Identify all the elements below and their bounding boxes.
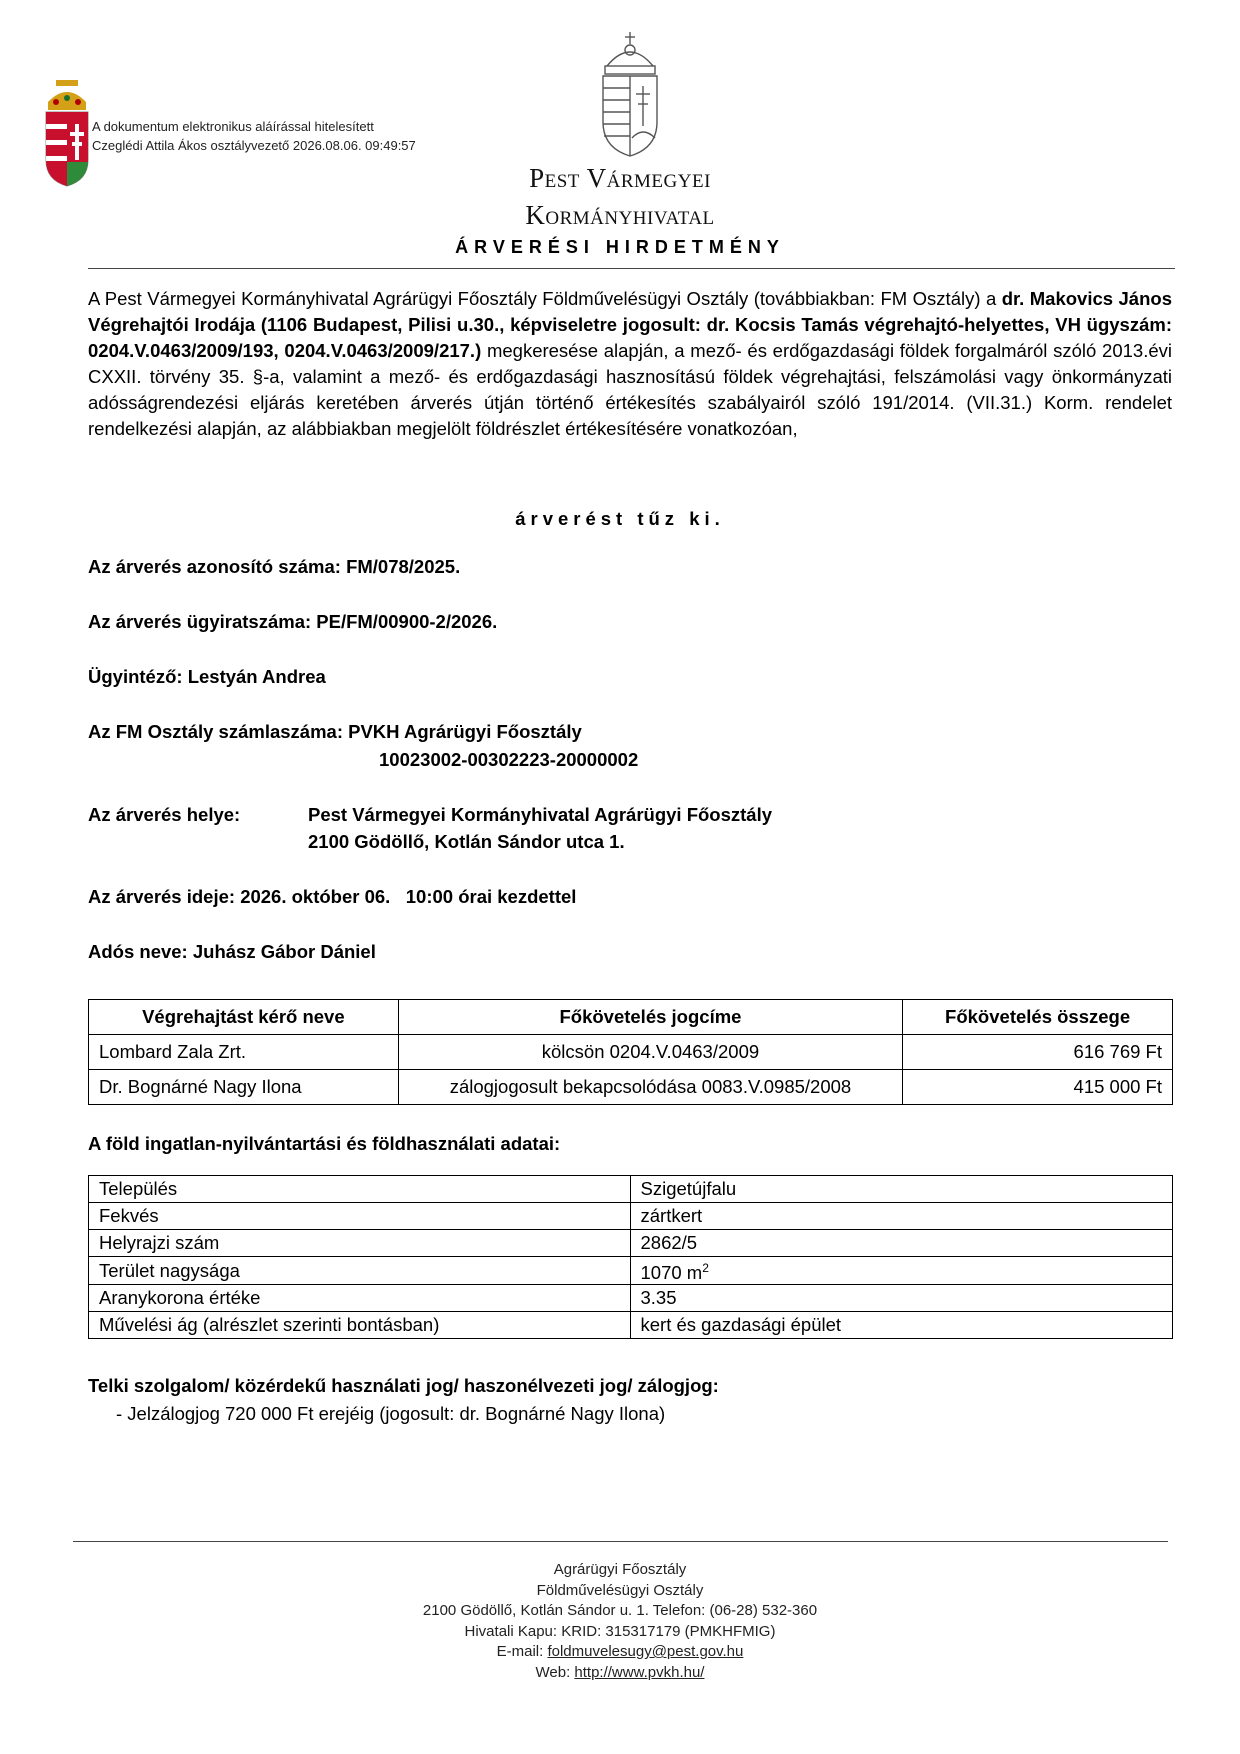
land-field-value: 3.35 (630, 1285, 1173, 1312)
area-unit-superscript: 2 (702, 1261, 709, 1275)
header-divider (88, 268, 1175, 269)
land-field-label: Helyrajzi szám (89, 1230, 631, 1257)
intro-text-bold: dr. Makovics János Végrehajtói Irodája (1106 Budapest, Pilisi u.30., képviseletre jogosult: dr. Kocsis Tamás végrehajtó-helyettes, VH ügyszám: 0204.V.0463/2009/193, 0204.V.0463/2009/217.) (88, 288, 1172, 361)
account-label: Az FM Osztály számlaszáma: PVKH Agrárügyi Főosztály (88, 721, 582, 742)
creditor-name: Lombard Zala Zrt. (89, 1035, 399, 1070)
footer-line: 2100 Gödöllő, Kotlán Sándor u. 1. Telefon: (06-28) 532-360 (422, 1602, 818, 1619)
document-title: ÁRVERÉSI HIRDETMÉNY (455, 237, 785, 257)
signature-line-2: Czeglédi Attila Ákos osztályvezető 2026.08.06. 09:49:57 (92, 138, 416, 153)
encumbrance-item: - Jelzálogjog 720 000 Ft erejéig (jogosult: dr. Bognárné Nagy Ilona) (116, 1403, 666, 1424)
footer (0, 1560, 1240, 1683)
place-line-2: 2100 Gödöllő, Kotlán Sándor utca 1. (308, 831, 625, 852)
claim-title: kölcsön 0204.V.0463/2009 (398, 1035, 902, 1070)
account-number: 10023002-00302223-20000002 (379, 749, 639, 770)
file-number: Az árverés ügyiratszáma: PE/FM/00900-2/2026. (88, 611, 498, 632)
land-field-label: Település (89, 1176, 631, 1203)
website-link[interactable]: http://www.pvkh.hu/ (574, 1663, 705, 1681)
claim-amount: 415 000 Ft (903, 1070, 1173, 1105)
place-label: Az árverés helye: (88, 804, 241, 825)
footer-email-line (0, 1642, 1240, 1663)
creditor-name: Dr. Bognárné Nagy Ilona (89, 1070, 399, 1105)
table-row (89, 1312, 1173, 1339)
intro-text-2: megkeresése alapján, a mező- és erdőgazdasági földek forgalmáról szóló 2013.évi CXXII. törvény 35. §-a, valamint a mező- és erdőgazdasági hasznosítású földek végrehajtási, felszámolási vagy önkormányzati adósságrendezési eljárás keretében árverés útján történő értékesítés szabályairól szóló 191/2014. (VII.31.) Korm. rendelet rendelkezési alapján, az alábbiakban megjelölt földrészlet értékesítésére vonatkozóan, (88, 340, 1172, 439)
area-value: 1070 m (640, 1262, 703, 1284)
footer-line: Hivatali Kapu: KRID: 315317179 (PMKHFMIG) (464, 1622, 776, 1640)
auction-time: Az árverés ideje: 2026. október 06. 10:00 órai kezdettel (88, 886, 577, 907)
signature-note (92, 117, 416, 155)
table-row (89, 1230, 1173, 1257)
column-header: Végrehajtást kérő neve (89, 1000, 399, 1035)
place-line-1: Pest Vármegyei Kormányhivatal Agrárügyi Főosztály (308, 804, 773, 825)
email-link[interactable]: foldmuvelesugy@pest.gov.hu (547, 1643, 744, 1660)
auction-declaration: árverést tűz ki. (515, 508, 725, 529)
auction-id: Az árverés azonosító száma: FM/078/2025. (88, 556, 461, 577)
table-row (89, 1203, 1173, 1230)
land-field-value: Szigetújfalu (630, 1176, 1173, 1203)
claims-table (88, 999, 1173, 1105)
column-header: Főkövetelés jogcíme (398, 1000, 902, 1035)
land-field-value: zártkert (630, 1203, 1173, 1230)
org-line-1: Pest Vármegyei (529, 163, 711, 193)
footer-line: Agrárügyi Főosztály (553, 1561, 687, 1578)
table-row (89, 1035, 1173, 1070)
land-field-value: kert és gazdasági épület (630, 1312, 1173, 1339)
table-row (89, 1070, 1173, 1105)
email-label: E-mail: (496, 1643, 548, 1660)
table-row (89, 1176, 1173, 1203)
table-row (89, 1257, 1173, 1285)
land-data-table (88, 1175, 1173, 1339)
intro-paragraph (88, 286, 1172, 442)
claim-title: zálogjogosult bekapcsolódása 0083.V.0985/2008 (398, 1070, 902, 1105)
land-field-label: Terület nagysága (89, 1257, 631, 1285)
land-field-label: Aranykorona értéke (89, 1285, 631, 1312)
organization-name (0, 160, 1240, 234)
claim-amount: 616 769 Ft (903, 1035, 1173, 1070)
debtor-name: Adós neve: Juhász Gábor Dániel (88, 941, 376, 962)
footer-divider (73, 1541, 1168, 1542)
encumbrance-heading: Telki szolgalom/ közérdekű használati jog/ haszonélvezeti jog/ zálogjog: (88, 1375, 719, 1396)
coat-of-arms-icon (595, 30, 665, 160)
land-field-value (630, 1257, 1173, 1285)
case-officer: Ügyintéző: Lestyán Andrea (88, 666, 326, 687)
web-label: Web: (535, 1663, 575, 1681)
table-header-row (89, 1000, 1173, 1035)
intro-text-1: A Pest Vármegyei Kormányhivatal Agrárügyi Főosztály Földművelésügyi Osztály (továbbiakban: FM Osztály) a (88, 288, 1002, 309)
signature-line-1: A dokumentum elektronikus aláírással hitelesített (92, 119, 374, 134)
footer-web-line (0, 1663, 1240, 1684)
land-data-heading: A föld ingatlan-nyilvántartási és földhasználati adatai: (88, 1133, 561, 1154)
column-header: Főkövetelés összege (903, 1000, 1173, 1035)
org-line-2: Kormányhivatal (525, 200, 715, 230)
land-field-label: Fekvés (89, 1203, 631, 1230)
land-field-label: Művelési ág (alrészlet szerinti bontásban) (89, 1312, 631, 1339)
land-field-value: 2862/5 (630, 1230, 1173, 1257)
footer-line: Földművelésügyi Osztály (536, 1581, 704, 1599)
table-row (89, 1285, 1173, 1312)
